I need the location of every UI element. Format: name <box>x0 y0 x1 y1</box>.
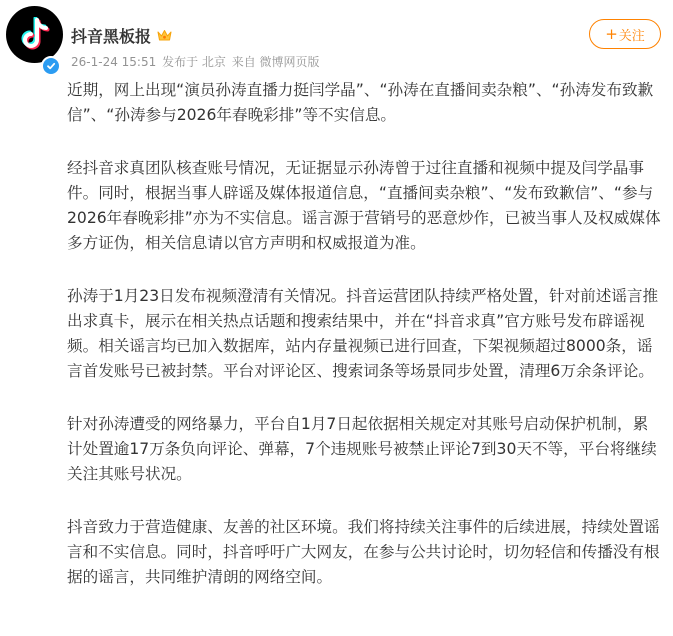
crown-icon[interactable] <box>156 28 173 43</box>
user-name[interactable]: 抖音黑板报 <box>71 26 152 46</box>
post-location: 发布于 北京 <box>162 55 226 69</box>
author-row <box>71 24 173 46</box>
post-source[interactable]: 来自 微博网页版 <box>231 55 320 69</box>
verified-check-icon <box>46 61 56 71</box>
verified-badge <box>41 56 61 76</box>
avatar[interactable] <box>6 6 63 63</box>
post-body <box>67 78 663 618</box>
post-timestamp[interactable]: 26-1-24 15:51 <box>71 55 157 69</box>
post-paragraph: 经抖音求真团队核查账号情况，无证据显示孙涛曾于过往直播和视频中提及闫学晶事件。同时，根据当事人辟谣及媒体报道信息，“直播间卖杂粮”、“发布致歉信”、“参与2026年春晚彩排”亦为不实信息。谣言源于营销号的恶意炒作，已被当事人及权威媒体多方证伪，相关信息请以官方声明和权威报道为准。 <box>67 159 661 252</box>
post-paragraph: 抖音致力于营造健康、友善的社区环境。我们将持续关注事件的后续进展，持续处置谣言和不实信息。同时，抖音呼吁广大网友，在参与公共讨论时，切勿轻信和传播没有根据的谣言，共同维护清朗的网络空间。 <box>67 518 660 586</box>
follow-button[interactable] <box>589 19 661 49</box>
post-paragraph: 近期，网上出现“演员孙涛直播力挺闫学晶”、“孙涛在直播间卖杂粮”、“孙涛发布致歉信”、“孙涛参与2026年春晚彩排”等不实信息。 <box>67 81 654 124</box>
douyin-logo-icon <box>18 17 52 53</box>
post-paragraph: 针对孙涛遭受的网络暴力，平台自1月7日起依据相关规定对其账号启动保护机制，累计处置逾17万条负向评论、弹幕，7个违规账号被禁止评论7到30天不等，平台将继续关注其账号状况。 <box>67 415 657 483</box>
post-paragraph: 孙涛于1月23日发布视频澄清有关情况。抖音运营团队持续严格处置，针对前述谣言推出求真卡，展示在相关热点话题和搜索结果中，并在“抖音求真”官方账号发布辟谣视频。相关谣言均已加入数据库，站内存量视频已进行回查，下架视频超过8000条，谣言首发账号已被封禁。平台对评论区、搜索词条等场景同步处置，清理6万余条评论。 <box>67 287 659 380</box>
plus-icon: + <box>605 25 618 43</box>
follow-label: 关注 <box>618 28 645 44</box>
post-meta <box>71 53 322 70</box>
